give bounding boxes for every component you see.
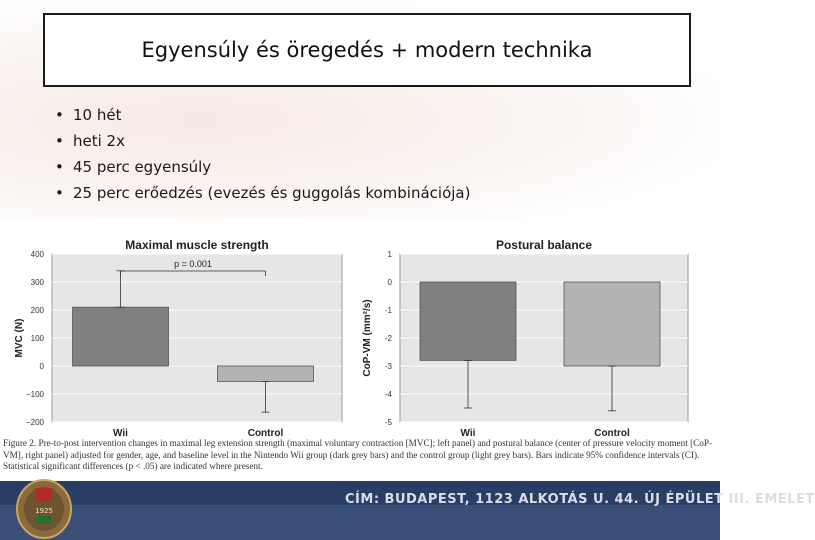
y-axis-label: CoP-VM (mm²/s) bbox=[362, 299, 373, 377]
university-seal-icon bbox=[14, 478, 74, 540]
bullet-item bbox=[55, 154, 470, 180]
y-tick-label: 100 bbox=[30, 334, 44, 343]
bullet-icon: • bbox=[55, 106, 64, 124]
bullet-text: 45 perc egyensúly bbox=[73, 158, 212, 176]
bullet-list bbox=[55, 102, 470, 206]
chart-title: Postural balance bbox=[495, 238, 593, 252]
bullet-text: heti 2x bbox=[73, 132, 125, 150]
bullet-text: 10 hét bbox=[73, 106, 122, 124]
y-tick-label: 400 bbox=[30, 250, 44, 259]
y-tick-label: -2 bbox=[384, 334, 392, 343]
y-tick-label: -1 bbox=[384, 306, 392, 315]
y-tick-label: 0 bbox=[39, 362, 44, 371]
y-axis-label: MVC (N) bbox=[14, 318, 25, 358]
bar bbox=[73, 307, 169, 366]
y-tick-label: −100 bbox=[25, 390, 44, 399]
y-tick-label: 1 bbox=[387, 250, 392, 259]
bar bbox=[218, 366, 314, 381]
y-tick-label: -3 bbox=[384, 362, 392, 371]
bullet-item bbox=[55, 102, 470, 128]
bullet-item bbox=[55, 180, 470, 206]
y-tick-label: −200 bbox=[25, 418, 44, 427]
y-tick-label: -5 bbox=[384, 418, 392, 427]
y-tick-label: 200 bbox=[30, 306, 44, 315]
y-tick-label: 0 bbox=[387, 278, 392, 287]
x-tick-label: Wii bbox=[113, 428, 128, 439]
bar bbox=[420, 282, 516, 360]
seal-year: 1925 bbox=[35, 507, 53, 515]
bar bbox=[564, 282, 660, 366]
x-tick-label: Control bbox=[594, 428, 630, 439]
bullet-icon: • bbox=[55, 132, 64, 150]
y-tick-label: 300 bbox=[30, 278, 44, 287]
bullet-text: 25 perc erőedzés (evezés és guggolás kombinációja) bbox=[73, 184, 471, 202]
footer-address: CÍM: BUDAPEST, 1123 ALKOTÁS U. 44. ÚJ ÉPÜLET III. EMELET bbox=[345, 492, 815, 507]
bullet-item bbox=[55, 128, 470, 154]
x-tick-label: Control bbox=[247, 428, 284, 439]
chart-title: Maximal muscle strength bbox=[125, 238, 269, 252]
significance-label: p = 0.001 bbox=[174, 259, 212, 269]
title-box bbox=[43, 13, 691, 87]
bullet-icon: • bbox=[55, 158, 64, 176]
y-tick-label: -4 bbox=[384, 390, 392, 399]
x-tick-label: Wii bbox=[460, 428, 476, 439]
slide-title: Egyensúly és öregedés + modern technika bbox=[141, 38, 593, 62]
muscle-strength-chart bbox=[8, 232, 348, 442]
figure-caption: Figure 2. Pre-to-post intervention changes in maximal leg extension strength (maximal voluntary contraction [MVC]; left panel) and postural balance (center of pressure velocity moment [CoP-VM], right panel) adjusted for gender, age, and baseline level in the Nintendo Wii group (dark grey bars) and the control group (light grey bars). Bars indicate 95% confidence intervals (CI). Statistical significant differences (p < .05) are indicated where present. bbox=[3, 438, 713, 472]
postural-balance-chart bbox=[356, 232, 696, 442]
footer-band-lower bbox=[0, 505, 720, 540]
bullet-icon: • bbox=[55, 184, 64, 202]
